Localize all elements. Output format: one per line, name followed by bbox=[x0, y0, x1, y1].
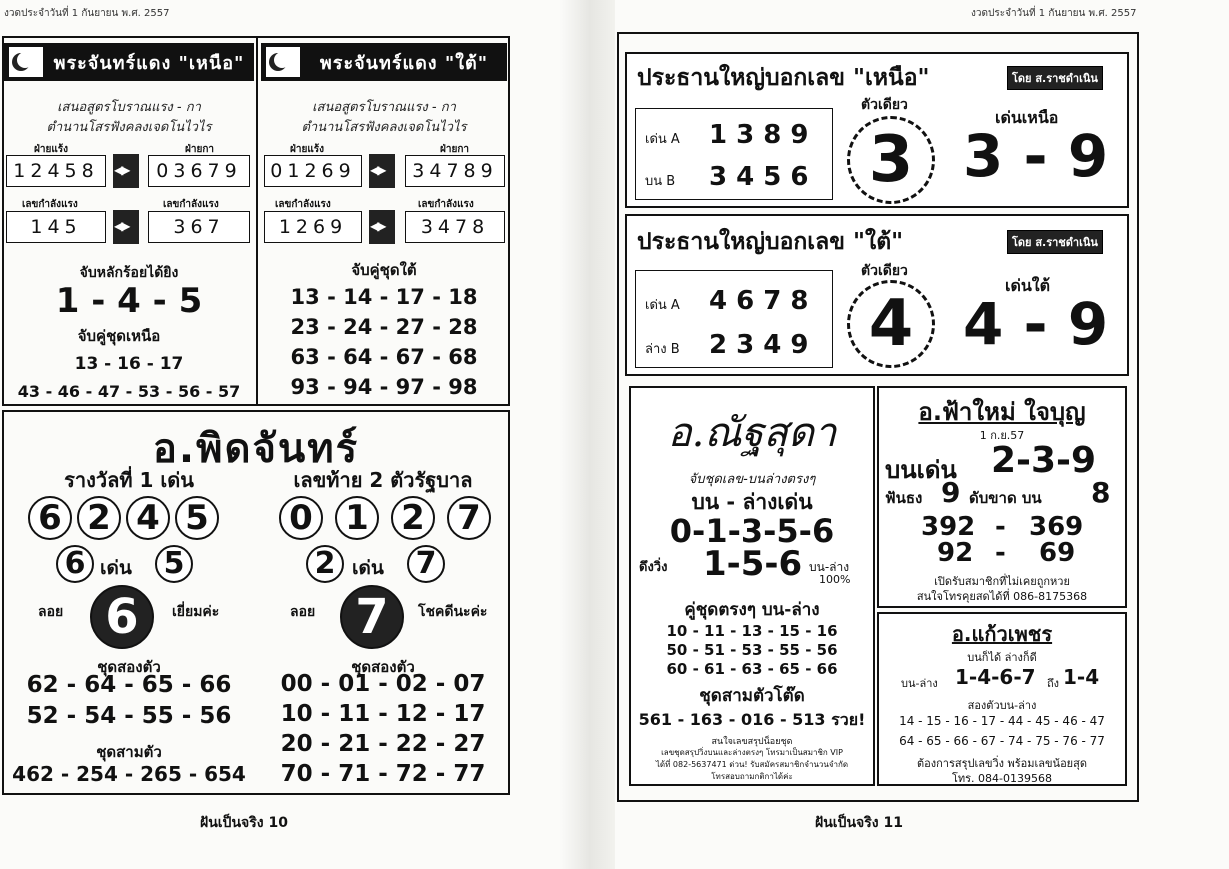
nattida-note-1: สนใจเลขสรุปน็อยชุด bbox=[711, 737, 793, 747]
south-power-left-label: เลขกำลังแรง bbox=[275, 199, 331, 210]
north-power-right: 367 bbox=[148, 211, 250, 243]
nattida-run-label: ดึงวิ่ง bbox=[639, 560, 668, 575]
south-row: 93 - 94 - 97 - 98 bbox=[290, 375, 478, 399]
north-lead-label: เด่นเหนือ bbox=[995, 108, 1059, 127]
kaew-title: อ.แก้วเพชร bbox=[951, 622, 1053, 646]
right-page bbox=[615, 0, 1229, 869]
kaew-note-1: ต้องการสรุปเลขวิ่ง พร้อมเลขน้อยสุด bbox=[916, 757, 1087, 770]
fai-line-2: ดับขาด บน bbox=[969, 489, 1042, 507]
north-heading-2: จับคู่ชุดเหนือ bbox=[77, 327, 161, 345]
left-two-row-1: 62 - 64 - 65 - 66 bbox=[26, 672, 232, 698]
nattida-run-note-2: 100% bbox=[819, 573, 851, 586]
south-b: 2 3 4 9 bbox=[709, 330, 809, 360]
left-header: งวดประจำวันที่ 1 กันยายน พ.ศ. 2557 bbox=[4, 8, 170, 19]
south-banner bbox=[261, 43, 507, 81]
fai-row-2a: 92 bbox=[937, 538, 974, 568]
swap-arrow-icon bbox=[369, 154, 395, 188]
fai-title: อ.ฟ้าใหม่ ใจบุญ bbox=[918, 398, 1086, 426]
fai-line-1: ฟันธง bbox=[885, 489, 923, 507]
number-circle: 2 bbox=[391, 496, 435, 540]
number-circle: 1 bbox=[335, 496, 379, 540]
nattida-three-heading: ชุดสามตัวโต๊ด bbox=[699, 686, 805, 706]
nattida-run: 1-5-6 bbox=[703, 544, 803, 584]
south-right-label: ฝ่ายกา bbox=[440, 144, 470, 155]
left-pair-a: 6 bbox=[56, 545, 94, 583]
left-page bbox=[0, 0, 560, 869]
page-fold bbox=[560, 0, 615, 869]
left-three-row: 462 - 254 - 265 - 654 bbox=[12, 762, 246, 786]
left-two-row-2: 52 - 54 - 55 - 56 bbox=[26, 703, 232, 729]
north-banner bbox=[4, 43, 254, 81]
pair-row: 50 - 51 - 53 - 55 - 56 bbox=[666, 641, 838, 659]
left-divider bbox=[256, 38, 258, 404]
left-three-heading: ชุดสามตัว bbox=[96, 743, 162, 761]
swap-arrow-icon bbox=[369, 210, 395, 244]
south-title: ประธานใหญ่บอกเลข "ใต้" bbox=[637, 229, 904, 255]
south-right-value: 34789 bbox=[405, 155, 505, 187]
kaew-line-label: บน-ล่าง bbox=[901, 677, 938, 690]
south-subtitle-1: เสนอสูตรโบราณแรง - กา bbox=[312, 100, 456, 115]
fai-date: 1 ก.ย.57 bbox=[979, 429, 1025, 442]
fai-main: 2-3-9 bbox=[991, 440, 1097, 481]
south-row: 13 - 14 - 17 - 18 bbox=[290, 285, 478, 309]
two-digit-row: 20 - 21 - 22 - 27 bbox=[280, 731, 486, 757]
north-left-value: 12458 bbox=[6, 155, 106, 187]
north-subtitle-2: ตำนานโสรฟังคลงเจดโนไวไร bbox=[46, 120, 212, 135]
north-heading-1: จับหลักร้อยได้ยิง bbox=[79, 265, 179, 281]
south-subtitle-2: ตำนานโสรฟังคลงเจดโนไวไร bbox=[301, 120, 467, 135]
number-circle: 6 bbox=[28, 496, 72, 540]
north-power-right-label: เลขกำลังแรง bbox=[163, 199, 219, 210]
pair-row: 10 - 11 - 13 - 15 - 16 bbox=[666, 622, 838, 640]
nattida-main: 0-1-3-5-6 bbox=[669, 512, 835, 550]
pitchan-left-heading: รางวัลที่ 1 เด่น bbox=[64, 468, 194, 492]
north-tag: โดย ส.ราชดำเนิน bbox=[1007, 66, 1103, 90]
kaew-row-2: 64 - 65 - 66 - 67 - 74 - 75 - 76 - 77 bbox=[899, 734, 1105, 748]
nattida-note-2: เลขชุดสรุปวิ่งบนและล่างตรงๆ โทรมาเป็นสมาชิก VIP bbox=[661, 748, 843, 757]
south-power-right: 3478 bbox=[405, 211, 505, 243]
right-float-label: ลอย bbox=[290, 604, 316, 620]
north-b: 3 4 5 6 bbox=[709, 162, 809, 192]
nattida-note-3: ได้ที่ 082-5637471 ด่วน! รับสมัครสมาชิกจำนวนจำกัด bbox=[655, 760, 849, 769]
fai-row-1b: 369 bbox=[1029, 512, 1084, 542]
south-left-value: 01269 bbox=[264, 155, 362, 187]
north-power-left-label: เลขกำลังแรง bbox=[22, 199, 78, 210]
north-right-label: ฝ่ายกา bbox=[185, 144, 215, 155]
pair-row: 60 - 61 - 63 - 65 - 66 bbox=[666, 660, 838, 678]
north-b-label: บน B bbox=[645, 174, 676, 189]
two-digit-row: 70 - 71 - 72 - 77 bbox=[280, 761, 486, 787]
number-circle: 0 bbox=[279, 496, 323, 540]
nattida-note-4: โทรสอบถามกติกาได้ค่ะ bbox=[711, 772, 793, 781]
south-heading: จับคู่ชุดใต้ bbox=[351, 261, 417, 279]
north-a: 1 3 8 9 bbox=[709, 120, 809, 150]
nattida-run-note-1: บน-ล่าง bbox=[809, 560, 850, 574]
left-pair-word: เด่น bbox=[100, 557, 132, 579]
swap-arrow-icon bbox=[113, 154, 139, 188]
south-a: 4 6 7 8 bbox=[709, 286, 809, 316]
north-single: 3 bbox=[847, 116, 935, 204]
nattida-pairs-heading: คู่ชุดตรงๆ บน-ล่าง bbox=[684, 600, 820, 620]
swap-arrow-icon bbox=[113, 210, 139, 244]
number-circle: 2 bbox=[77, 496, 121, 540]
fai-line-2-val: 8 bbox=[1091, 476, 1111, 509]
north-left-label: ฝ่ายแร้ง bbox=[34, 144, 69, 155]
number-circle: 5 bbox=[175, 496, 219, 540]
number-circle: 7 bbox=[447, 496, 491, 540]
left-pair-b: 5 bbox=[155, 545, 193, 583]
north-big: 1 - 4 - 5 bbox=[55, 281, 203, 321]
south-row: 23 - 24 - 27 - 28 bbox=[290, 315, 478, 339]
north-single-label: ตัวเดียว bbox=[861, 97, 908, 113]
nattida-subtitle: จับชุดเลข-บนล่างตรงๆ bbox=[688, 472, 816, 487]
kaew-line-val: 1-4-6-7 bbox=[955, 665, 1036, 689]
left-float-note: เยี่ยมค่ะ bbox=[172, 604, 220, 620]
left-footer: ฝันเป็นจริง 10 bbox=[200, 815, 288, 831]
nattida-three: 561 - 163 - 016 - 513 รวย! bbox=[638, 710, 866, 729]
fai-note-2: สนใจโทรคุยสดได้ที่ 086-8175368 bbox=[916, 590, 1088, 603]
two-digit-row: 10 - 11 - 12 - 17 bbox=[280, 701, 486, 727]
north-power-left: 145 bbox=[6, 211, 106, 243]
fai-row-1a: 392 bbox=[921, 512, 976, 542]
two-digit-row: 00 - 01 - 02 - 07 bbox=[280, 671, 486, 697]
south-b-label: ล่าง B bbox=[645, 342, 680, 357]
moon-icon bbox=[8, 46, 44, 78]
south-single: 4 bbox=[847, 280, 935, 368]
south-power-left: 1269 bbox=[264, 211, 362, 243]
right-float-note: โชคดีนะค่ะ bbox=[418, 604, 488, 620]
right-two-heading: ชุดสองตัว bbox=[351, 658, 415, 676]
north-row-2: 43 - 46 - 47 - 53 - 56 - 57 bbox=[17, 382, 241, 401]
kaew-line-mid: ถึง bbox=[1047, 677, 1060, 690]
fai-line-1-val: 9 bbox=[941, 476, 961, 509]
fai-main-label: บนเด่น bbox=[885, 456, 957, 484]
south-tag: โดย ส.ราชดำเนิน bbox=[1007, 230, 1103, 254]
south-row: 63 - 64 - 67 - 68 bbox=[290, 345, 478, 369]
kaew-line-end: 1-4 bbox=[1063, 665, 1100, 689]
left-float-label: ลอย bbox=[38, 604, 64, 620]
fai-dash-1: - bbox=[995, 512, 1006, 542]
fai-note-1: เปิดรับสมาชิกที่ไม่เคยถูกหวย bbox=[934, 575, 1070, 588]
nattida-heading: บน - ล่างเด่น bbox=[691, 490, 813, 514]
north-subtitle-1: เสนอสูตรโบราณแรง - กา bbox=[57, 100, 201, 115]
south-power-right-label: เลขกำลังแรง bbox=[418, 199, 474, 210]
kaew-two-heading: สองตัวบน-ล่าง bbox=[967, 699, 1037, 712]
north-row-1: 13 - 16 - 17 bbox=[74, 354, 184, 374]
pitchan-title: อ.พิดจันทร์ bbox=[152, 426, 360, 472]
right-footer: ฝันเป็นจริง 11 bbox=[815, 815, 903, 831]
north-title: ประธานใหญ่บอกเลข "เหนือ" bbox=[637, 65, 930, 91]
south-a-label: เด่น A bbox=[645, 298, 680, 313]
kaew-row-1: 14 - 15 - 16 - 17 - 44 - 45 - 46 - 47 bbox=[899, 714, 1105, 728]
right-pair-b: 7 bbox=[407, 545, 445, 583]
number-circle: 4 bbox=[126, 496, 170, 540]
north-lead: 3 - 9 bbox=[963, 122, 1109, 190]
south-banner-title: พระจันทร์แดง "ใต้" bbox=[319, 52, 489, 74]
right-pair-word: เด่น bbox=[352, 557, 384, 579]
kaew-note-2: โทร. 084-0139568 bbox=[951, 772, 1052, 785]
fai-dash-2: - bbox=[995, 538, 1006, 568]
north-banner-title: พระจันทร์แดง "เหนือ" bbox=[53, 52, 245, 74]
right-float: 7 bbox=[340, 585, 404, 649]
south-lead-label: เด่นใต้ bbox=[1005, 276, 1050, 295]
right-header: งวดประจำวันที่ 1 กันยายน พ.ศ. 2557 bbox=[971, 8, 1137, 19]
pitchan-right-heading: เลขท้าย 2 ตัวรัฐบาล bbox=[293, 468, 473, 492]
nattida-title: อ.ณัฐสุดา bbox=[667, 410, 837, 456]
north-a-label: เด่น A bbox=[645, 132, 680, 147]
south-lead: 4 - 9 bbox=[963, 290, 1109, 358]
south-single-label: ตัวเดียว bbox=[861, 263, 908, 279]
left-float: 6 bbox=[90, 585, 154, 649]
moon-icon bbox=[265, 46, 301, 78]
right-pair-a: 2 bbox=[306, 545, 344, 583]
kaew-sub: บนก็ได้ ล่างก็ดี bbox=[967, 651, 1037, 664]
fai-row-2b: 69 bbox=[1039, 538, 1076, 568]
left-two-heading: ชุดสองตัว bbox=[97, 658, 161, 676]
north-right-value: 03679 bbox=[148, 155, 250, 187]
south-left-label: ฝ่ายแร้ง bbox=[290, 144, 325, 155]
